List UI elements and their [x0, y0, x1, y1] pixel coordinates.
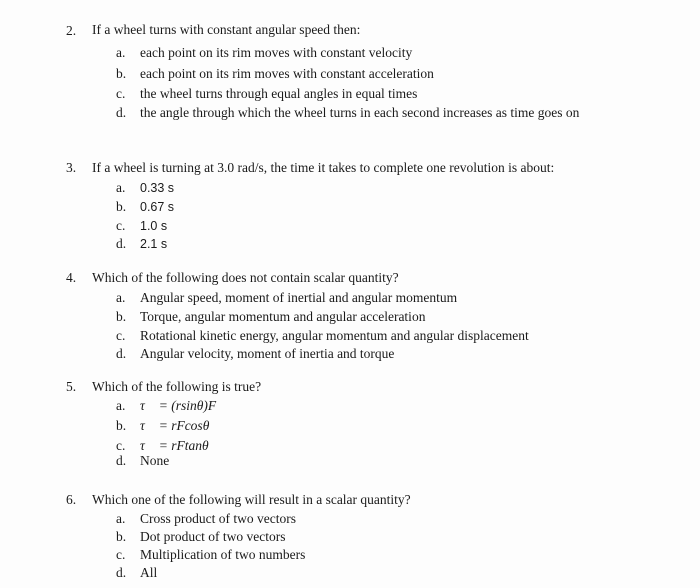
option-b: [116, 199, 174, 215]
option-text: τ⃗ = rFtanθ: [140, 438, 209, 453]
question-stem: Which of the following is true?: [92, 379, 262, 394]
option-text: Angular velocity, moment of inertia and torque: [140, 346, 395, 361]
option-letter: b.: [116, 309, 127, 324]
option-text: Cross product of two vectors: [140, 511, 296, 526]
option-letter: a.: [116, 290, 126, 305]
option-letter: d.: [116, 453, 127, 468]
question-number: 2.: [66, 23, 77, 38]
option-c: [116, 438, 209, 454]
question-number: 5.: [66, 379, 77, 394]
option-d: [116, 346, 394, 362]
option-text: τ⃗ = rFcosθ: [140, 418, 210, 433]
option-text: each point on its rim moves with constant velocity: [140, 45, 413, 60]
option-b: [116, 309, 425, 325]
option-text: 1.0 s: [140, 219, 168, 233]
option-a: [116, 180, 174, 196]
option-letter: c.: [116, 328, 126, 343]
option-letter: d.: [116, 105, 127, 120]
option-c: [116, 547, 305, 563]
option-letter: c.: [116, 218, 126, 233]
option-letter: b.: [116, 199, 127, 214]
option-letter: a.: [116, 45, 126, 60]
option-text: None: [140, 453, 170, 468]
option-letter: c.: [116, 86, 126, 101]
option-letter: b.: [116, 66, 127, 81]
question-number: 3.: [66, 160, 77, 175]
question-number: 4.: [66, 270, 77, 285]
option-text: Angular speed, moment of inertial and angular momentum: [140, 290, 458, 305]
option-letter: d.: [116, 346, 127, 361]
option-d: [116, 236, 167, 252]
option-letter: a.: [116, 180, 126, 195]
option-text: each point on its rim moves with constant acceleration: [140, 66, 434, 81]
question-stem: Which one of the following will result in a scalar quantity?: [92, 492, 411, 507]
option-letter: a.: [116, 398, 126, 413]
option-a: [116, 45, 412, 61]
option-letter: d.: [116, 565, 127, 580]
option-c: [116, 218, 167, 234]
option-d: [116, 565, 157, 581]
option-a: [116, 290, 457, 306]
option-b: [116, 418, 209, 434]
option-text: τ⃗ = (rsinθ)F: [140, 398, 217, 413]
option-text: the angle through which the wheel turns in each second increases as time goes on: [140, 105, 580, 120]
option-b: [116, 529, 285, 545]
option-b: [116, 66, 434, 82]
option-text: the wheel turns through equal angles in equal times: [140, 86, 418, 101]
option-text: Multiplication of two numbers: [140, 547, 306, 562]
option-text: 0.67 s: [140, 200, 175, 214]
option-text: Dot product of two vectors: [140, 529, 286, 544]
option-a: [116, 511, 296, 527]
option-text: 0.33 s: [140, 181, 175, 195]
question-number: 6.: [66, 492, 77, 507]
question-stem: If a wheel turns with constant angular speed then:: [92, 22, 361, 37]
option-c: [116, 86, 417, 102]
option-text: 2.1 s: [140, 237, 168, 251]
option-text: Torque, angular momentum and angular acceleration: [140, 309, 426, 324]
option-d: [116, 105, 579, 121]
option-letter: c.: [116, 547, 126, 562]
option-text: All: [140, 565, 158, 580]
option-a: [116, 398, 216, 414]
question-stem: Which of the following does not contain scalar quantity?: [92, 270, 399, 285]
option-d: [116, 453, 169, 469]
option-letter: d.: [116, 236, 127, 251]
option-c: [116, 328, 529, 344]
option-text: Rotational kinetic energy, angular momentum and angular displacement: [140, 328, 529, 343]
option-letter: b.: [116, 418, 127, 433]
option-letter: c.: [116, 438, 126, 453]
option-letter: a.: [116, 511, 126, 526]
option-letter: b.: [116, 529, 127, 544]
question-stem: If a wheel is turning at 3.0 rad/s, the time it takes to complete one revolution is about:: [92, 160, 555, 175]
